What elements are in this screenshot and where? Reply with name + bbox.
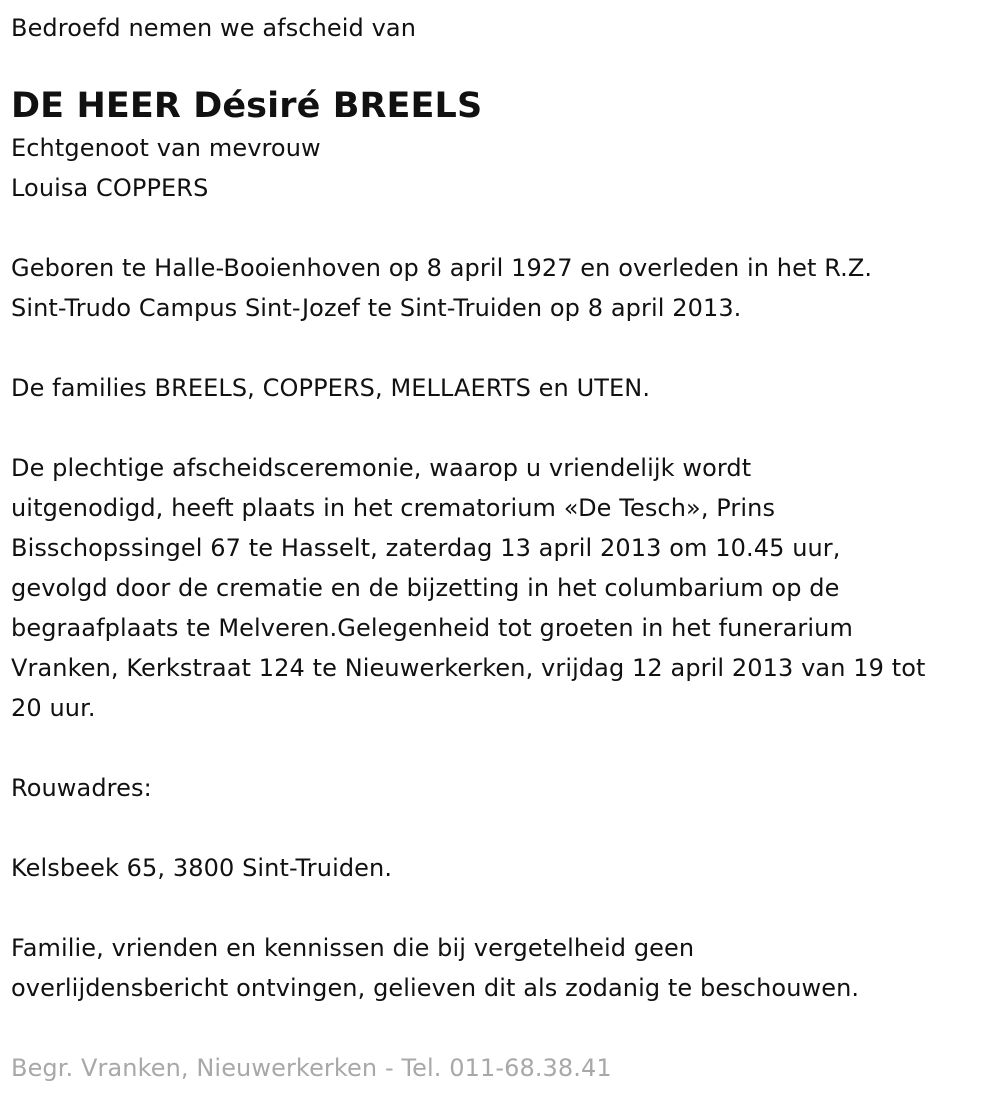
- address-label: Rouwadres:: [11, 774, 152, 802]
- ceremony-line-1: De plechtige afscheidsceremonie, waarop u vriendelijk wordt: [11, 454, 752, 482]
- spacer: [11, 888, 1000, 928]
- spacer: [11, 1008, 1000, 1048]
- intro-text: Bedroefd nemen we afscheid van: [11, 14, 417, 42]
- ceremony-line-2: uitgenodigd, heeft plaats in het crematorium «De Tesch», Prins: [11, 494, 776, 522]
- ceremony-line-4: gevolgd door de crematie en de bijzetting in het columbarium op de: [11, 574, 840, 602]
- closing-line-1: Familie, vrienden en kennissen die bij vergetelheid geen: [11, 934, 695, 962]
- families-text: De families BREELS, COPPERS, MELLAERTS en UTEN.: [11, 374, 651, 402]
- funeral-home-footer: Begr. Vranken, Nieuwerkerken - Tel. 011-68.38.41: [11, 1054, 612, 1082]
- spouse-line-2: Louisa COPPERS: [11, 174, 209, 202]
- spacer: [11, 728, 1000, 768]
- deceased-name: DE HEER Désiré BREELS: [11, 86, 483, 126]
- spacer: [11, 328, 1000, 368]
- ceremony-line-7: 20 uur.: [11, 694, 96, 722]
- spacer: [11, 208, 1000, 248]
- spouse-line-1: Echtgenoot van mevrouw: [11, 134, 321, 162]
- ceremony-line-5: begraafplaats te Melveren.Gelegenheid tot groeten in het funerarium: [11, 614, 853, 642]
- spacer: [11, 808, 1000, 848]
- spacer: [11, 408, 1000, 448]
- birth-death-line-1: Geboren te Halle-Booienhoven op 8 april 1927 en overleden in het R.Z.: [11, 254, 873, 282]
- ceremony-line-6: Vranken, Kerkstraat 124 te Nieuwerkerken, vrijdag 12 april 2013 van 19 tot: [11, 654, 926, 682]
- ceremony-line-3: Bisschopssingel 67 te Hasselt, zaterdag 13 april 2013 om 10.45 uur,: [11, 534, 841, 562]
- address-text: Kelsbeek 65, 3800 Sint-Truiden.: [11, 854, 393, 882]
- closing-line-2: overlijdensbericht ontvingen, gelieven dit als zodanig te beschouwen.: [11, 974, 860, 1002]
- birth-death-line-2: Sint-Trudo Campus Sint-Jozef te Sint-Truiden op 8 april 2013.: [11, 294, 742, 322]
